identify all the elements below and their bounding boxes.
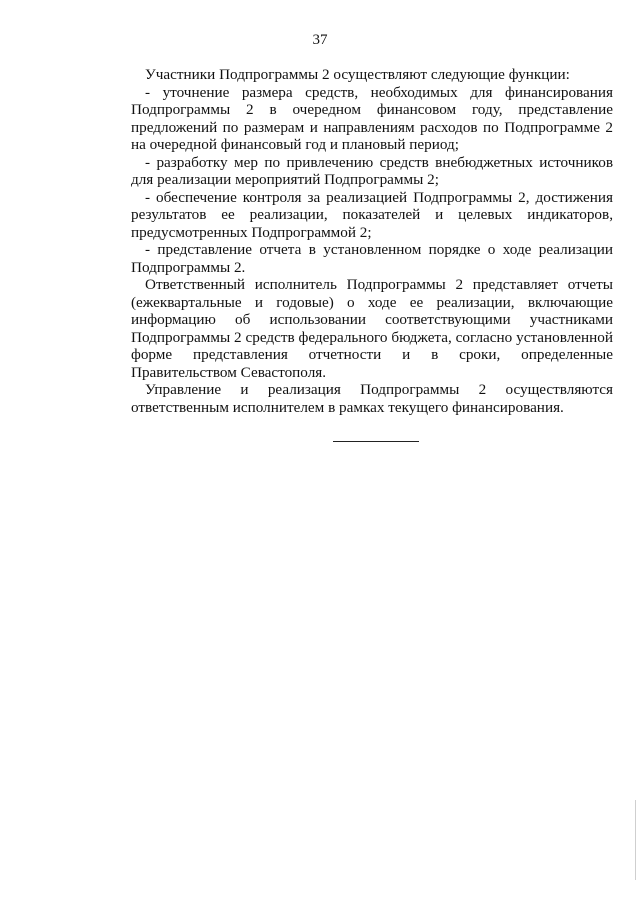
paragraph-item-report: - представление отчета в установленном порядке о ходе реализации Подпрограммы 2. — [131, 241, 613, 276]
paragraph-management: Управление и реализация Подпрограммы 2 осуществляются ответственным исполнителем в рамках текущего финансирования. — [131, 381, 613, 416]
end-divider — [333, 441, 419, 442]
scan-edge-mark — [635, 800, 636, 880]
document-body — [131, 66, 613, 416]
paragraph-item-extrabudgetary: - разработку мер по привлечению средств внебюджетных источников для реализации мероприятий Подпрограммы 2; — [131, 153, 613, 188]
paragraph-responsible-executor: Ответственный исполнитель Подпрограммы 2 представляет отчеты (ежеквартальные и годовые) о ходе ее реализации, включающие информацию об использовании соответствующими участниками Подпрограммы 2 средств федерального бюджета, согласно установленной форме представления отчетности и в сроки, определенные Правительством Севастополя. — [131, 276, 613, 381]
paragraph-item-funding: - уточнение размера средств, необходимых для финансирования Подпрограммы 2 в очередном финансовом году, представление предложений по размерам и направлениям расходов по Подпрограмме 2 на очередной финансовый год и плановый период; — [131, 83, 613, 153]
page-number: 37 — [312, 32, 328, 48]
paragraph-item-control: - обеспечение контроля за реализацией Подпрограммы 2, достижения результатов ее реализации, показателей и целевых индикаторов, предусмотренных Подпрограммой 2; — [131, 188, 613, 241]
paragraph-functions-intro: Участники Подпрограммы 2 осуществляют следующие функции: — [145, 66, 570, 83]
